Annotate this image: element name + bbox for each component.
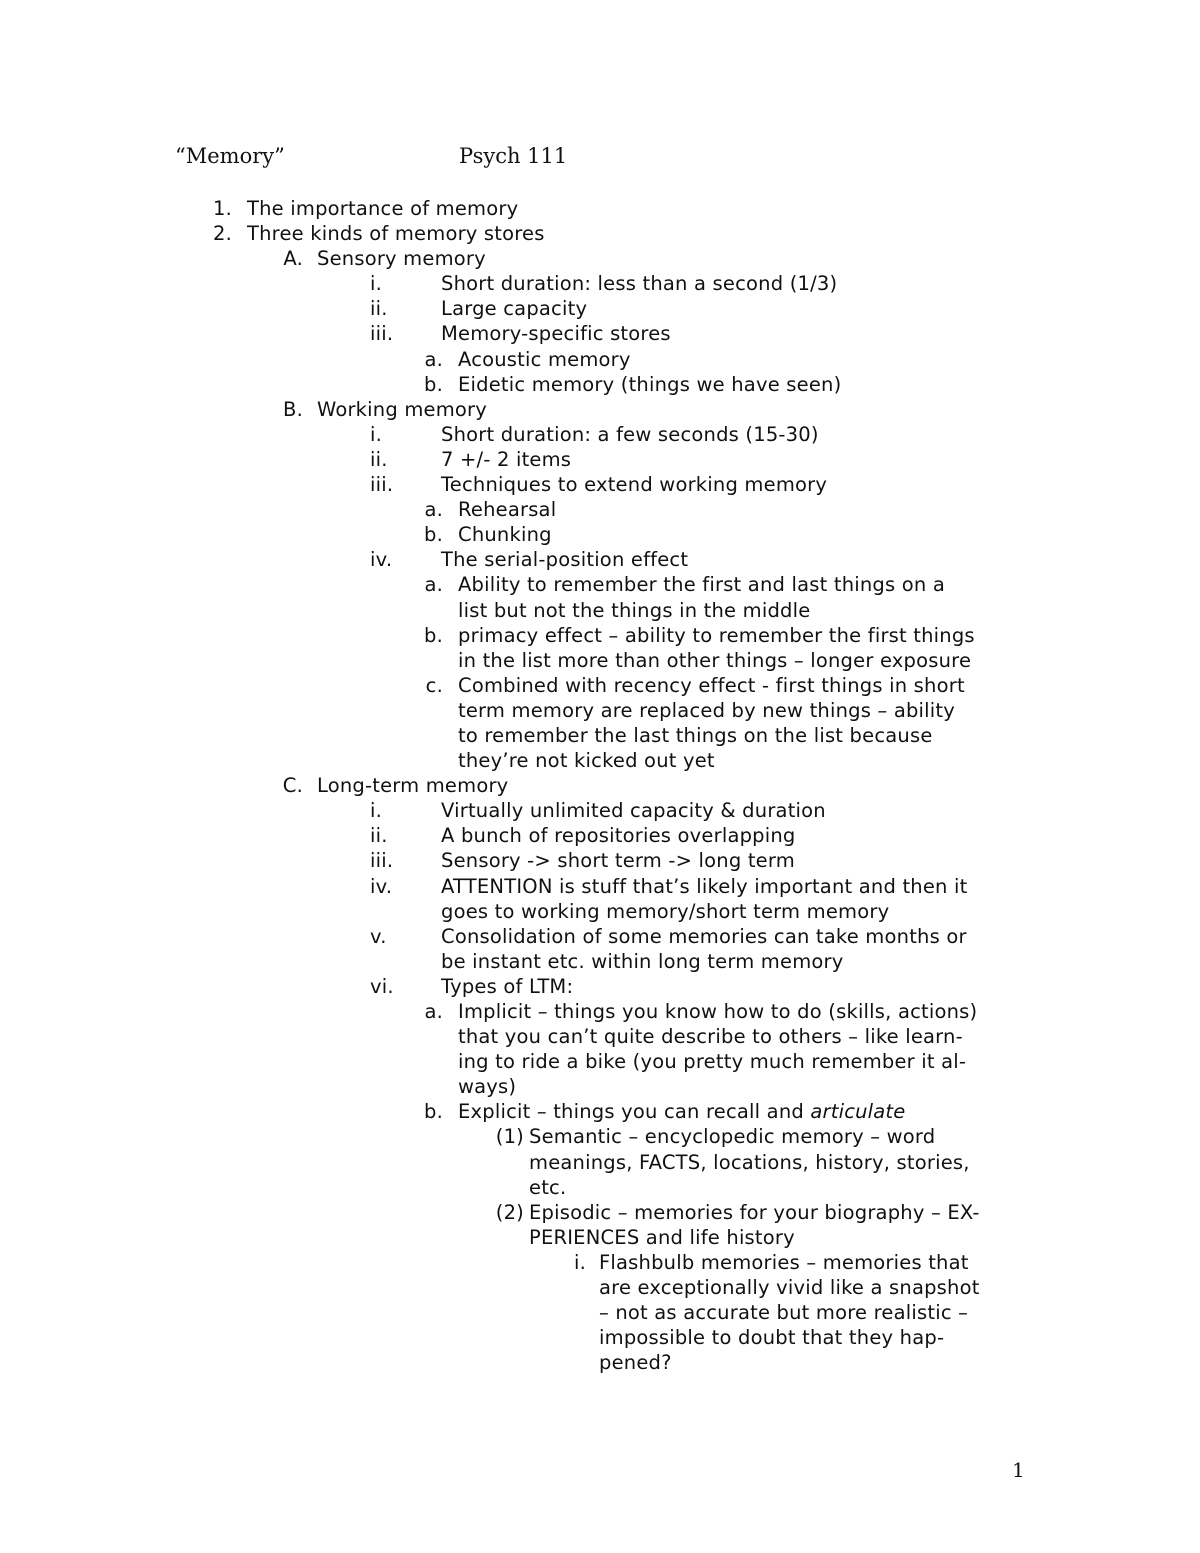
outline-text: Three kinds of memory stores — [247, 222, 545, 246]
outline-item — [0, 1300, 1200, 1325]
outline-marker: v. — [370, 924, 387, 948]
outline-item — [0, 1175, 1200, 1200]
outline-marker: a. — [424, 347, 443, 371]
outline-text: be instant etc. within long term memory — [441, 949, 844, 973]
outline-item — [0, 748, 1200, 773]
course-name: Psych 111 — [459, 144, 568, 168]
outline-text: list but not the things in the middle — [458, 598, 811, 622]
outline-marker: b. — [424, 1100, 443, 1124]
outline-text: ATTENTION is stuff that’s likely important and then it — [441, 874, 968, 898]
outline-marker: i. — [370, 422, 383, 446]
outline-marker: vi. — [370, 974, 394, 998]
outline-marker: 2. — [212, 222, 232, 246]
outline-item — [0, 1099, 1200, 1124]
outline-item — [0, 372, 1200, 397]
outline-item — [0, 974, 1200, 999]
outline-marker: (2) — [495, 1200, 524, 1224]
outline-item — [0, 422, 1200, 447]
outline-marker: C. — [282, 774, 303, 798]
outline-item — [0, 522, 1200, 547]
outline-item — [0, 1049, 1200, 1074]
outline-text: Techniques to extend working memory — [441, 473, 828, 497]
outline-item — [0, 271, 1200, 296]
outline-text: meanings, FACTS, locations, history, stories, — [529, 1150, 970, 1174]
outline-item — [0, 698, 1200, 723]
outline-item — [0, 246, 1200, 271]
outline-item — [0, 924, 1200, 949]
outline-item — [0, 1074, 1200, 1099]
outline-text: PERIENCES and life history — [529, 1225, 795, 1249]
outline-item — [0, 447, 1200, 472]
outline-marker: ii. — [370, 297, 388, 321]
outline-item — [0, 321, 1200, 346]
outline-text: they’re not kicked out yet — [458, 749, 715, 773]
outline-text: Rehearsal — [458, 498, 557, 522]
outline-text: Consolidation of some memories can take months or — [441, 924, 967, 948]
outline-text: Sensory memory — [317, 247, 486, 271]
outline-text: Semantic – encyclopedic memory – word — [529, 1125, 936, 1149]
outline-item — [0, 1124, 1200, 1149]
outline-marker: iii. — [370, 473, 394, 497]
outline-marker: b. — [424, 372, 443, 396]
outline-text: in the list more than other things – longer exposure — [458, 648, 972, 672]
outline-text: Types of LTM: — [441, 974, 574, 998]
outline-text: Explicit – things you can recall and articulate — [458, 1100, 906, 1124]
outline-text: Short duration: less than a second (1/3) — [441, 272, 838, 296]
outline-text: The importance of memory — [247, 197, 519, 220]
outline-item — [0, 823, 1200, 848]
outline-item — [0, 497, 1200, 522]
outline-item — [0, 196, 1200, 221]
outline-marker: (1) — [495, 1125, 524, 1149]
outline-list — [0, 196, 1200, 1375]
outline-text: etc. — [529, 1175, 567, 1199]
outline-text: Sensory -> short term -> long term — [441, 849, 795, 873]
outline-item — [0, 1275, 1200, 1300]
outline-item — [0, 798, 1200, 823]
outline-marker: i. — [370, 272, 383, 296]
outline-marker: a. — [424, 573, 443, 597]
outline-text: Memory-specific stores — [441, 322, 671, 346]
outline-text: pened? — [599, 1351, 672, 1375]
outline-marker: i. — [370, 799, 383, 823]
outline-item — [0, 472, 1200, 497]
outline-marker: b. — [424, 523, 443, 547]
outline-marker: c. — [425, 673, 443, 697]
document-header — [175, 142, 568, 170]
outline-item — [0, 673, 1200, 698]
outline-item — [0, 874, 1200, 899]
outline-text: impossible to doubt that they hap- — [599, 1326, 945, 1350]
outline-text: to remember the last things on the list because — [458, 723, 933, 747]
outline-marker: iv. — [370, 548, 393, 572]
outline-item — [0, 1325, 1200, 1350]
outline-marker: ii. — [370, 824, 388, 848]
outline-item — [0, 773, 1200, 798]
outline-item — [0, 1024, 1200, 1049]
outline-text: A bunch of repositories overlapping — [441, 824, 796, 848]
outline-text: – not as accurate but more realistic – — [599, 1301, 969, 1325]
outline-text: ways) — [458, 1075, 517, 1099]
outline-item — [0, 723, 1200, 748]
outline-marker: iv. — [370, 874, 393, 898]
outline-item — [0, 899, 1200, 924]
outline-item — [0, 598, 1200, 623]
outline-text: Flashbulb memories – memories that — [599, 1250, 969, 1274]
outline-text: Implicit – things you know how to do (skills, actions) — [458, 1000, 978, 1023]
outline-item — [0, 1250, 1200, 1275]
outline-text: Ability to remember the first and last things on a — [458, 573, 946, 597]
outline-marker: A. — [283, 247, 303, 271]
outline-marker: 1. — [212, 197, 232, 220]
outline-text: Virtually unlimited capacity & duration — [441, 799, 826, 823]
outline-item — [0, 949, 1200, 974]
outline-text: Acoustic memory — [458, 347, 631, 371]
outline-text: 7 +/- 2 items — [441, 447, 572, 471]
outline-item — [0, 397, 1200, 422]
outline-text: term memory are replaced by new things – ability — [458, 698, 955, 722]
document-title: “Memory” — [175, 144, 285, 168]
outline-item — [0, 547, 1200, 572]
outline-text: goes to working memory/short term memory — [441, 899, 890, 923]
outline-marker: iii. — [370, 322, 394, 346]
outline-text: Working memory — [317, 397, 488, 421]
outline-marker: a. — [424, 498, 443, 522]
outline-text: ing to ride a bike (you pretty much remember it al- — [458, 1050, 967, 1074]
outline-text: The serial-position effect — [441, 548, 689, 572]
outline-text: Episodic – memories for your biography – EX- — [529, 1200, 980, 1224]
outline-marker: b. — [424, 623, 443, 647]
outline-text: Eidetic memory (things we have seen) — [458, 372, 842, 396]
outline-item — [0, 1350, 1200, 1375]
outline-item — [0, 296, 1200, 321]
outline-text: Short duration: a few seconds (15-30) — [441, 422, 819, 446]
outline-item — [0, 347, 1200, 372]
outline-text: Long-term memory — [317, 774, 509, 798]
outline-item — [0, 1200, 1200, 1225]
page-number: 1 — [1012, 1458, 1025, 1482]
outline-marker: B. — [283, 397, 303, 421]
outline-item — [0, 648, 1200, 673]
outline-text: that you can’t quite describe to others – like learn- — [458, 1025, 963, 1049]
emphasized-text: articulate — [810, 1100, 906, 1124]
outline-text: primacy effect – ability to remember the first things — [458, 623, 975, 647]
outline-marker: iii. — [370, 849, 394, 873]
outline-marker: a. — [424, 1000, 443, 1023]
outline-item — [0, 221, 1200, 246]
outline-item — [0, 999, 1200, 1024]
outline-item — [0, 1225, 1200, 1250]
outline-item — [0, 572, 1200, 597]
outline-item — [0, 848, 1200, 873]
outline-marker: i. — [573, 1250, 586, 1274]
outline-item — [0, 623, 1200, 648]
outline-text: are exceptionally vivid like a snapshot — [599, 1276, 980, 1300]
outline-text: Chunking — [458, 523, 552, 547]
outline-text: Large capacity — [441, 297, 588, 321]
outline-text: Combined with recency effect - first things in short — [458, 673, 965, 697]
outline-item — [0, 1150, 1200, 1175]
outline-marker: ii. — [370, 447, 388, 471]
